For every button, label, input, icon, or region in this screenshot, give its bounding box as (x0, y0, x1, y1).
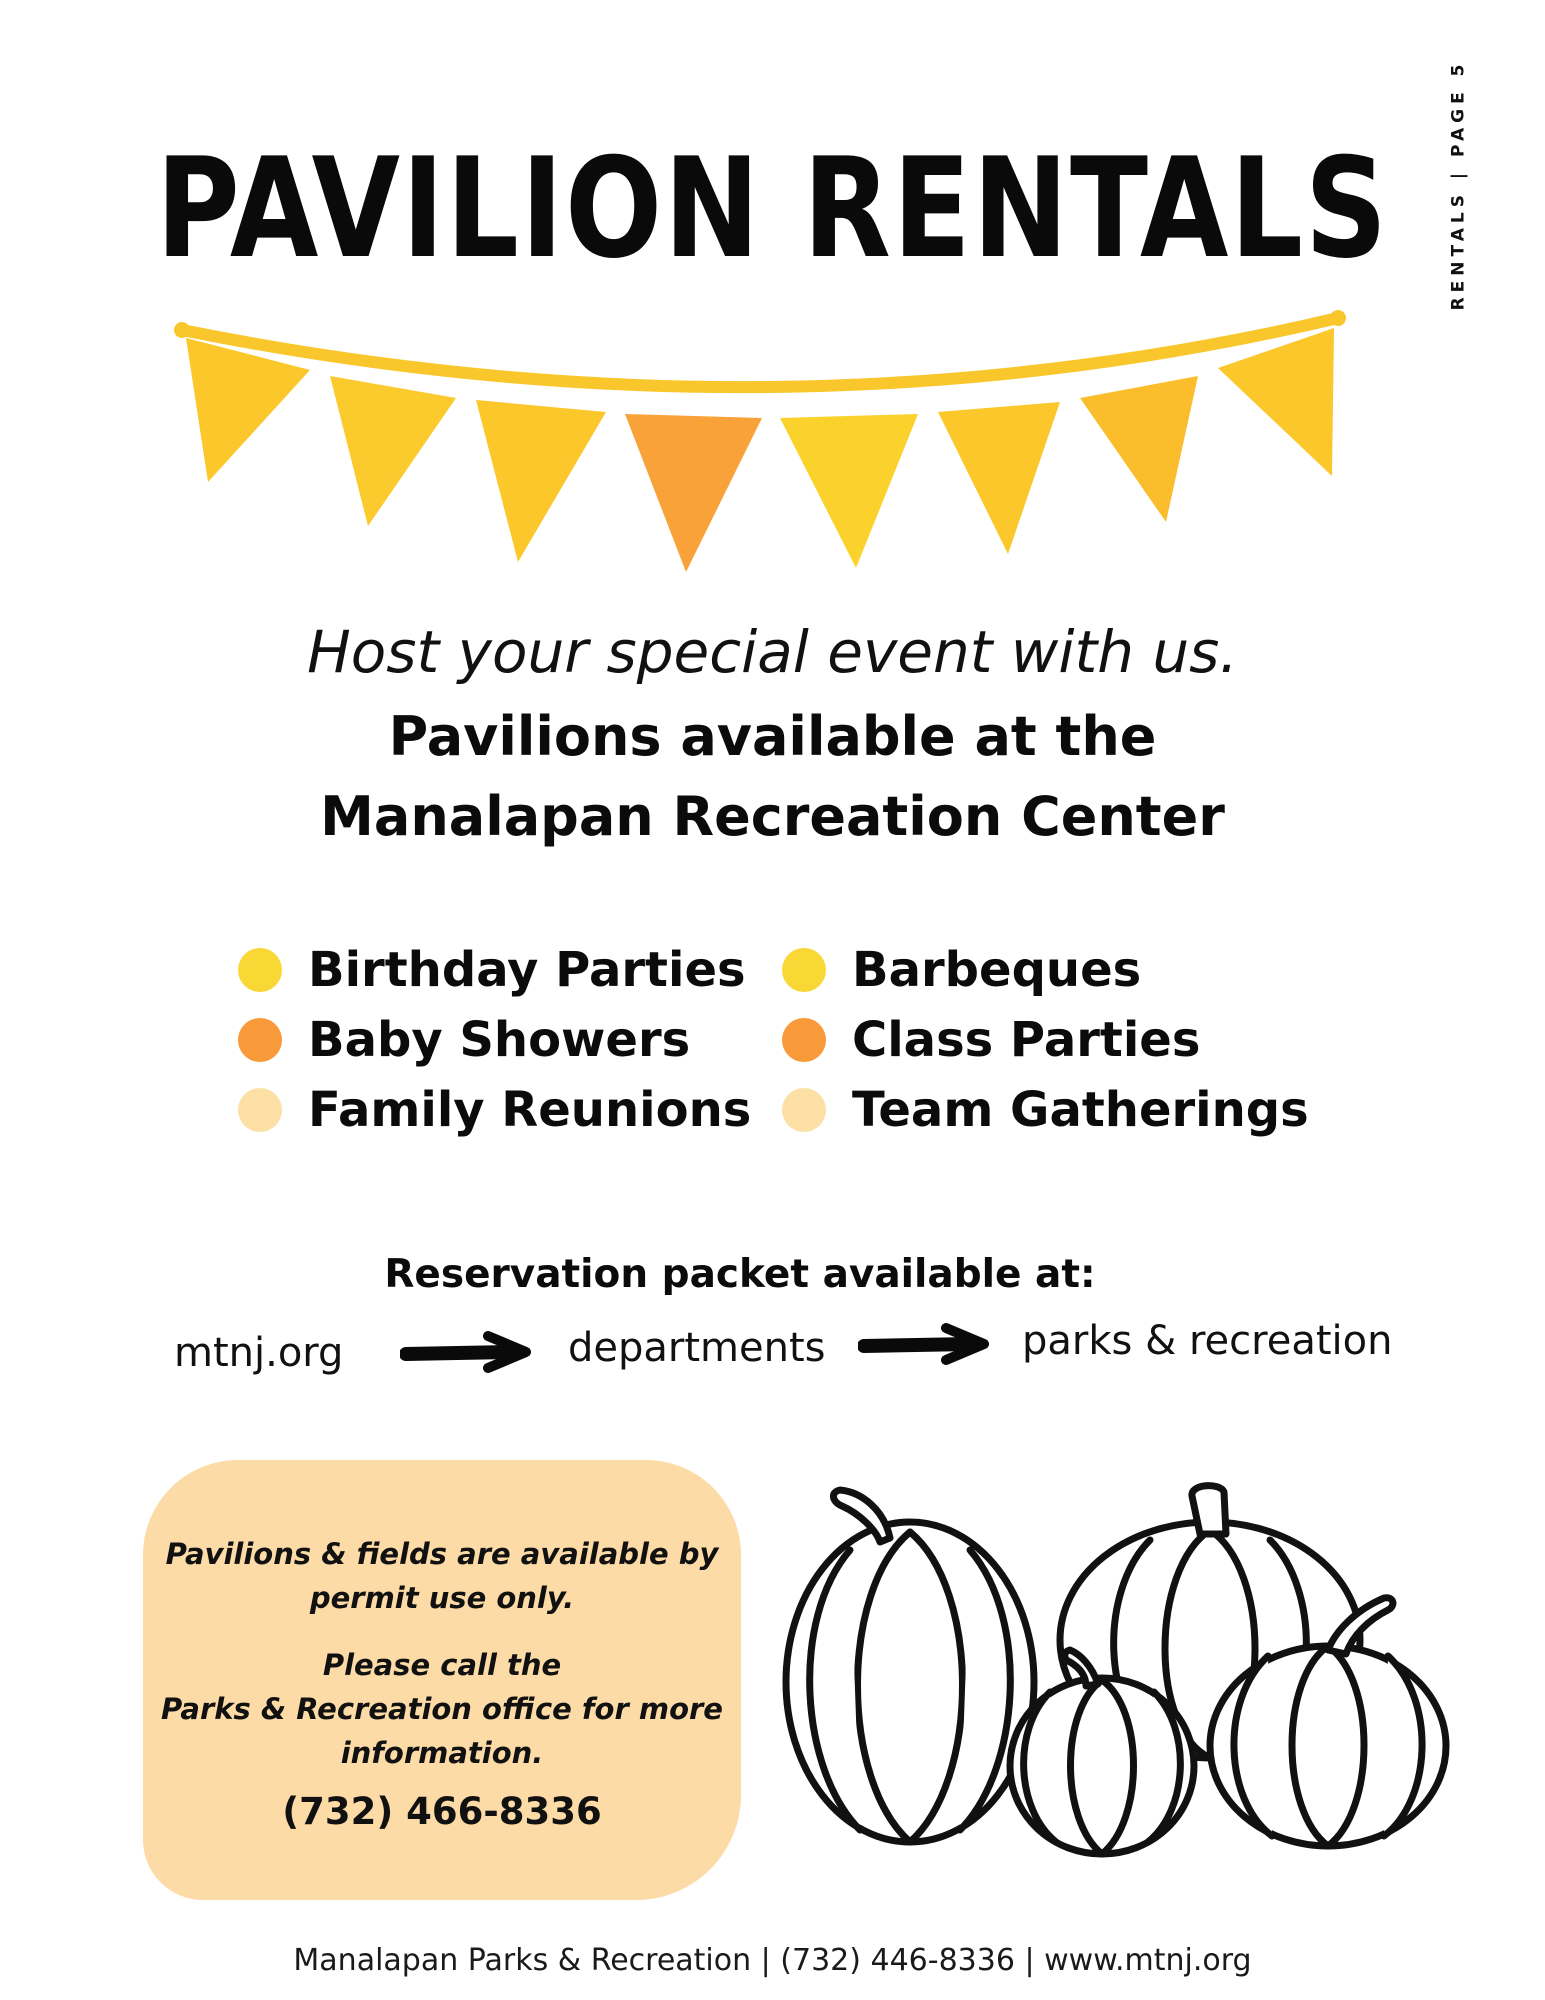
headline-line-1: Pavilions available at the (388, 705, 1157, 768)
info-line-5: information. (340, 1736, 544, 1770)
bunting-flag (625, 414, 762, 572)
reservation-title: Reservation packet available at: (384, 1252, 1096, 1297)
bunting-flag (186, 338, 310, 482)
arrow-right-icon (858, 1322, 993, 1366)
arrow-right-icon (400, 1330, 535, 1374)
bullet-dot (782, 1018, 826, 1062)
bunting-flag (1218, 328, 1334, 476)
path-step-departments: departments (568, 1325, 826, 1371)
headline-line-2: Manalapan Recreation Center (320, 785, 1225, 848)
event-label: Baby Showers (308, 1012, 691, 1068)
bullet-dot (238, 1088, 282, 1132)
event-item (238, 942, 746, 998)
info-line-4: Parks & Recreation office for more (161, 1692, 723, 1726)
event-label: Family Reunions (308, 1082, 752, 1138)
event-item (782, 942, 1141, 998)
event-item (238, 1012, 690, 1068)
info-line-2: permit use only. (309, 1581, 575, 1615)
bullet-dot (238, 1018, 282, 1062)
info-phone: (732) 466-8336 (282, 1790, 602, 1833)
bunting-flag (938, 402, 1060, 554)
bunting-flag (1080, 376, 1198, 522)
bunting-flag (780, 414, 918, 568)
bullet-dot (782, 1088, 826, 1132)
event-item (238, 1082, 751, 1138)
side-label-text: RENTALS | PAGE 5 (1448, 59, 1469, 311)
event-label: Birthday Parties (308, 942, 746, 998)
event-item (782, 1082, 1309, 1138)
event-label: Team Gatherings (852, 1082, 1309, 1138)
bunting-decoration (0, 300, 1545, 580)
bullet-dot (782, 948, 826, 992)
bunting-flag (476, 400, 606, 562)
page-title: PAVILION RENTALS (156, 128, 1389, 289)
pumpkin-icon (786, 1490, 1034, 1842)
path-step-site: mtnj.org (174, 1330, 344, 1376)
path-step-parks: parks & recreation (1022, 1318, 1393, 1364)
info-line-1: Pavilions & fields are available by (165, 1537, 719, 1571)
event-label: Barbeques (852, 942, 1142, 998)
bunting-flag (330, 376, 456, 526)
event-label: Class Parties (852, 1012, 1201, 1068)
bullet-dot (238, 948, 282, 992)
pumpkins-illustration (780, 1470, 1480, 1870)
footer: Manalapan Parks & Recreation | (732) 446-8336 | www.mtnj.org (293, 1943, 1252, 1978)
info-line-3: Please call the (322, 1648, 562, 1682)
tagline: Host your special event with us. (307, 618, 1238, 686)
event-item (782, 1012, 1200, 1068)
